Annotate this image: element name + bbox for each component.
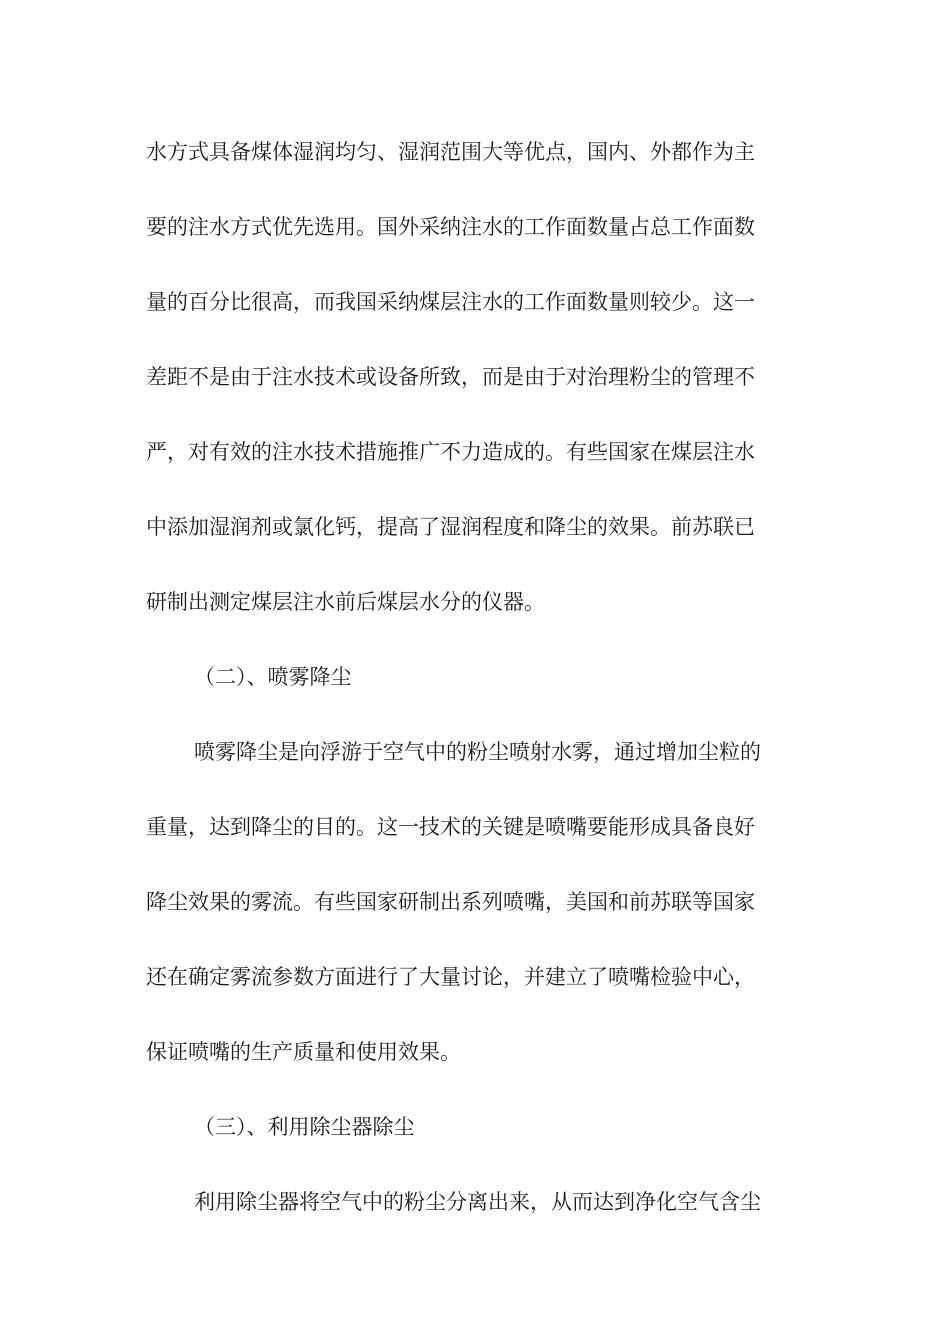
paragraph-line: 量的百分比很高，而我国采纳煤层注水的工作面数量则较少。这一 bbox=[146, 290, 755, 314]
document-body bbox=[146, 135, 806, 1220]
section-heading: （二）、喷雾降尘 bbox=[194, 665, 352, 689]
paragraph-line: 降尘效果的雾流。有些国家研制出系列喷嘴，美国和前苏联等国家 bbox=[146, 890, 755, 914]
paragraph-line: 研制出测定煤层注水前后煤层水分的仪器。 bbox=[146, 590, 545, 614]
paragraph-line: 严，对有效的注水技术措施推广不力造成的。有些国家在煤层注水 bbox=[146, 440, 755, 464]
paragraph-line: 差距不是由于注水技术或设备所致，而是由于对治理粉尘的管理不 bbox=[146, 365, 755, 389]
section-heading: （三）、利用除尘器除尘 bbox=[194, 1115, 415, 1139]
paragraph-line: 中添加湿润剂或氯化钙，提高了湿润程度和降尘的效果。前苏联已 bbox=[146, 515, 755, 539]
paragraph-line: 利用除尘器将空气中的粉尘分离出来，从而达到净化空气含尘 bbox=[194, 1190, 761, 1214]
paragraph-line: 喷雾降尘是向浮游于空气中的粉尘喷射水雾，通过增加尘粒的 bbox=[194, 740, 761, 764]
paragraph-line: 保证喷嘴的生产质量和使用效果。 bbox=[146, 1040, 461, 1064]
paragraph-line: 要的注水方式优先选用。国外采纳注水的工作面数量占总工作面数 bbox=[146, 215, 755, 239]
paragraph-line: 还在确定雾流参数方面进行了大量讨论，并建立了喷嘴检验中心， bbox=[146, 965, 755, 989]
paragraph-line: 重量，达到降尘的目的。这一技术的关键是喷嘴要能形成具备良好 bbox=[146, 815, 755, 839]
paragraph-line: 水方式具备煤体湿润均匀、湿润范围大等优点，国内、外都作为主 bbox=[146, 140, 755, 164]
